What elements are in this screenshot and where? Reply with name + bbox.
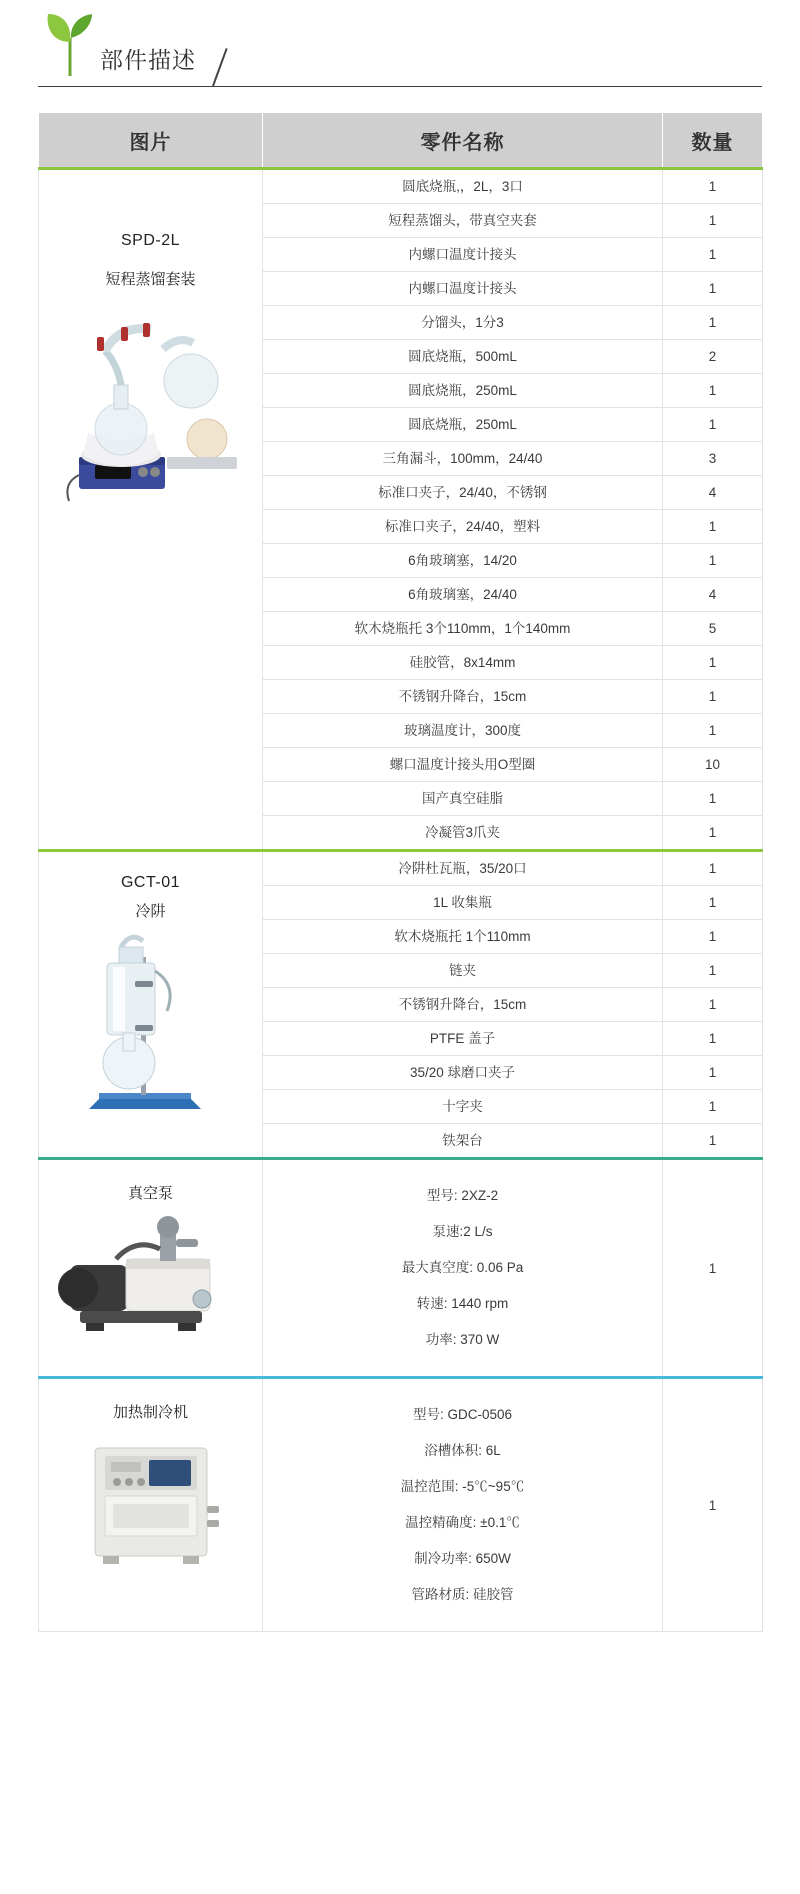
part-qty: 1 [663,920,763,954]
part-name: 铁架台 [263,1124,663,1159]
product-code: GCT-01 [120,874,180,891]
part-name: 不锈钢升降台，15cm [263,988,663,1022]
part-qty: 2 [663,340,763,374]
part-qty: 1 [663,510,763,544]
part-name: 螺口温度计接头用O型圈 [263,748,663,782]
product-code: SPD-2L [120,232,181,249]
column-header-name: 零件名称 [263,113,663,169]
part-name: 内螺口温度计接头 [263,272,663,306]
spec-line: 功率: 370 W [425,1332,500,1347]
part-qty: 1 [663,646,763,680]
part-qty: 1 [663,238,763,272]
spec-line: 制冷功率: 650W [414,1551,511,1566]
part-qty: 1 [663,680,763,714]
part-name: 软木烧瓶托 3个110mm，1个140mm [263,612,663,646]
part-qty: 1 [663,1159,763,1378]
part-qty: 1 [663,1378,763,1632]
part-name: 圆底烧瓶，250mL [263,374,663,408]
part-qty: 1 [663,408,763,442]
part-qty: 1 [663,306,763,340]
part-qty: 1 [663,714,763,748]
part-name: 硅胶管，8x14mm [263,646,663,680]
part-qty: 1 [663,169,763,204]
part-name: 1L 收集瓶 [263,886,663,920]
part-qty: 1 [663,1090,763,1124]
part-qty: 1 [663,886,763,920]
product-spec-cell-heating-chiller [263,1378,663,1632]
spec-line: 转速: 1440 rpm [416,1296,509,1311]
part-name: 国产真空硅脂 [263,782,663,816]
column-header-qty: 数量 [663,113,763,169]
part-name: 标准口夹子，24/40，不锈钢 [263,476,663,510]
spec-line: 最大真空度: 0.06 Pa [401,1260,524,1275]
page-title: 部件描述 [100,47,196,73]
parts-table [38,112,763,1632]
spec-line: 管路材质: 硅胶管 [411,1587,514,1602]
part-qty: 1 [663,374,763,408]
product-name: 加热制冷机 [112,1404,188,1421]
part-name: 内螺口温度计接头 [263,238,663,272]
part-name: 不锈钢升降台，15cm [263,680,663,714]
short-path-distillation-kit-photo [51,289,251,519]
title-slash-divider [212,48,228,86]
part-qty: 1 [663,988,763,1022]
part-qty: 5 [663,612,763,646]
product-spec-cell-vacuum-pump [263,1159,663,1378]
part-qty: 10 [663,748,763,782]
part-name: 冷凝管3爪夹 [263,816,663,851]
table-row [39,169,763,204]
part-name: 6角玻璃塞，14/20 [263,544,663,578]
part-qty: 1 [663,782,763,816]
column-header-image: 图片 [39,113,263,169]
table-row [39,1378,763,1632]
product-image-cell-vacuum-pump [39,1159,263,1378]
part-name: 圆底烧瓶,，2L，3口 [263,169,663,204]
part-name: 圆底烧瓶，500mL [263,340,663,374]
part-name: 分馏头，1分3 [263,306,663,340]
spec-line: 温控精确度: ±0.1℃ [405,1515,520,1530]
header-divider [38,86,762,87]
part-qty: 1 [663,1056,763,1090]
part-name: 圆底烧瓶，250mL [263,408,663,442]
spec-line: 型号: GDC-0506 [412,1407,513,1422]
part-qty: 1 [663,204,763,238]
part-qty: 1 [663,272,763,306]
part-qty: 1 [663,1124,763,1159]
part-qty: 1 [663,1022,763,1056]
part-name: 6角玻璃塞，24/40 [263,578,663,612]
part-name: PTFE 盖子 [263,1022,663,1056]
table-row [39,1159,763,1378]
part-name: 链夹 [263,954,663,988]
heating-cooling-circulator-photo [61,1422,241,1582]
part-qty: 3 [663,442,763,476]
product-image-cell-gct-01 [39,851,263,1159]
leaf-icon [40,8,100,78]
part-name: 35/20 球磨口夹子 [263,1056,663,1090]
part-name: 十字夹 [263,1090,663,1124]
table-header [39,113,763,169]
part-qty: 4 [663,476,763,510]
part-qty: 4 [663,578,763,612]
spec-line: 温控范围: -5℃~95℃ [400,1479,525,1494]
page-header [0,0,800,100]
part-name: 冷阱杜瓦瓶，35/20口 [263,851,663,886]
part-name: 玻璃温度计，300度 [263,714,663,748]
part-qty: 1 [663,954,763,988]
cold-trap-photo [61,921,241,1121]
table-row [39,851,763,886]
spec-line: 型号: 2XZ-2 [426,1188,499,1203]
product-name: 真空泵 [127,1185,173,1202]
spec-line: 泵速:2 L/s [432,1224,493,1239]
product-name: 冷阱 [135,903,166,920]
part-name: 三角漏斗，100mm，24/40 [263,442,663,476]
part-name: 软木烧瓶托 1个110mm [263,920,663,954]
product-image-cell-spd-2l [39,169,263,851]
product-image-cell-heating-chiller [39,1378,263,1632]
part-qty: 1 [663,816,763,851]
spec-line: 浴槽体积: 6L [424,1443,501,1458]
part-qty: 1 [663,544,763,578]
part-name: 标准口夹子，24/40，塑料 [263,510,663,544]
part-qty: 1 [663,851,763,886]
vacuum-pump-photo [56,1203,246,1353]
product-name: 短程蒸馏套装 [105,271,196,288]
part-name: 短程蒸馏头，带真空夹套 [263,204,663,238]
